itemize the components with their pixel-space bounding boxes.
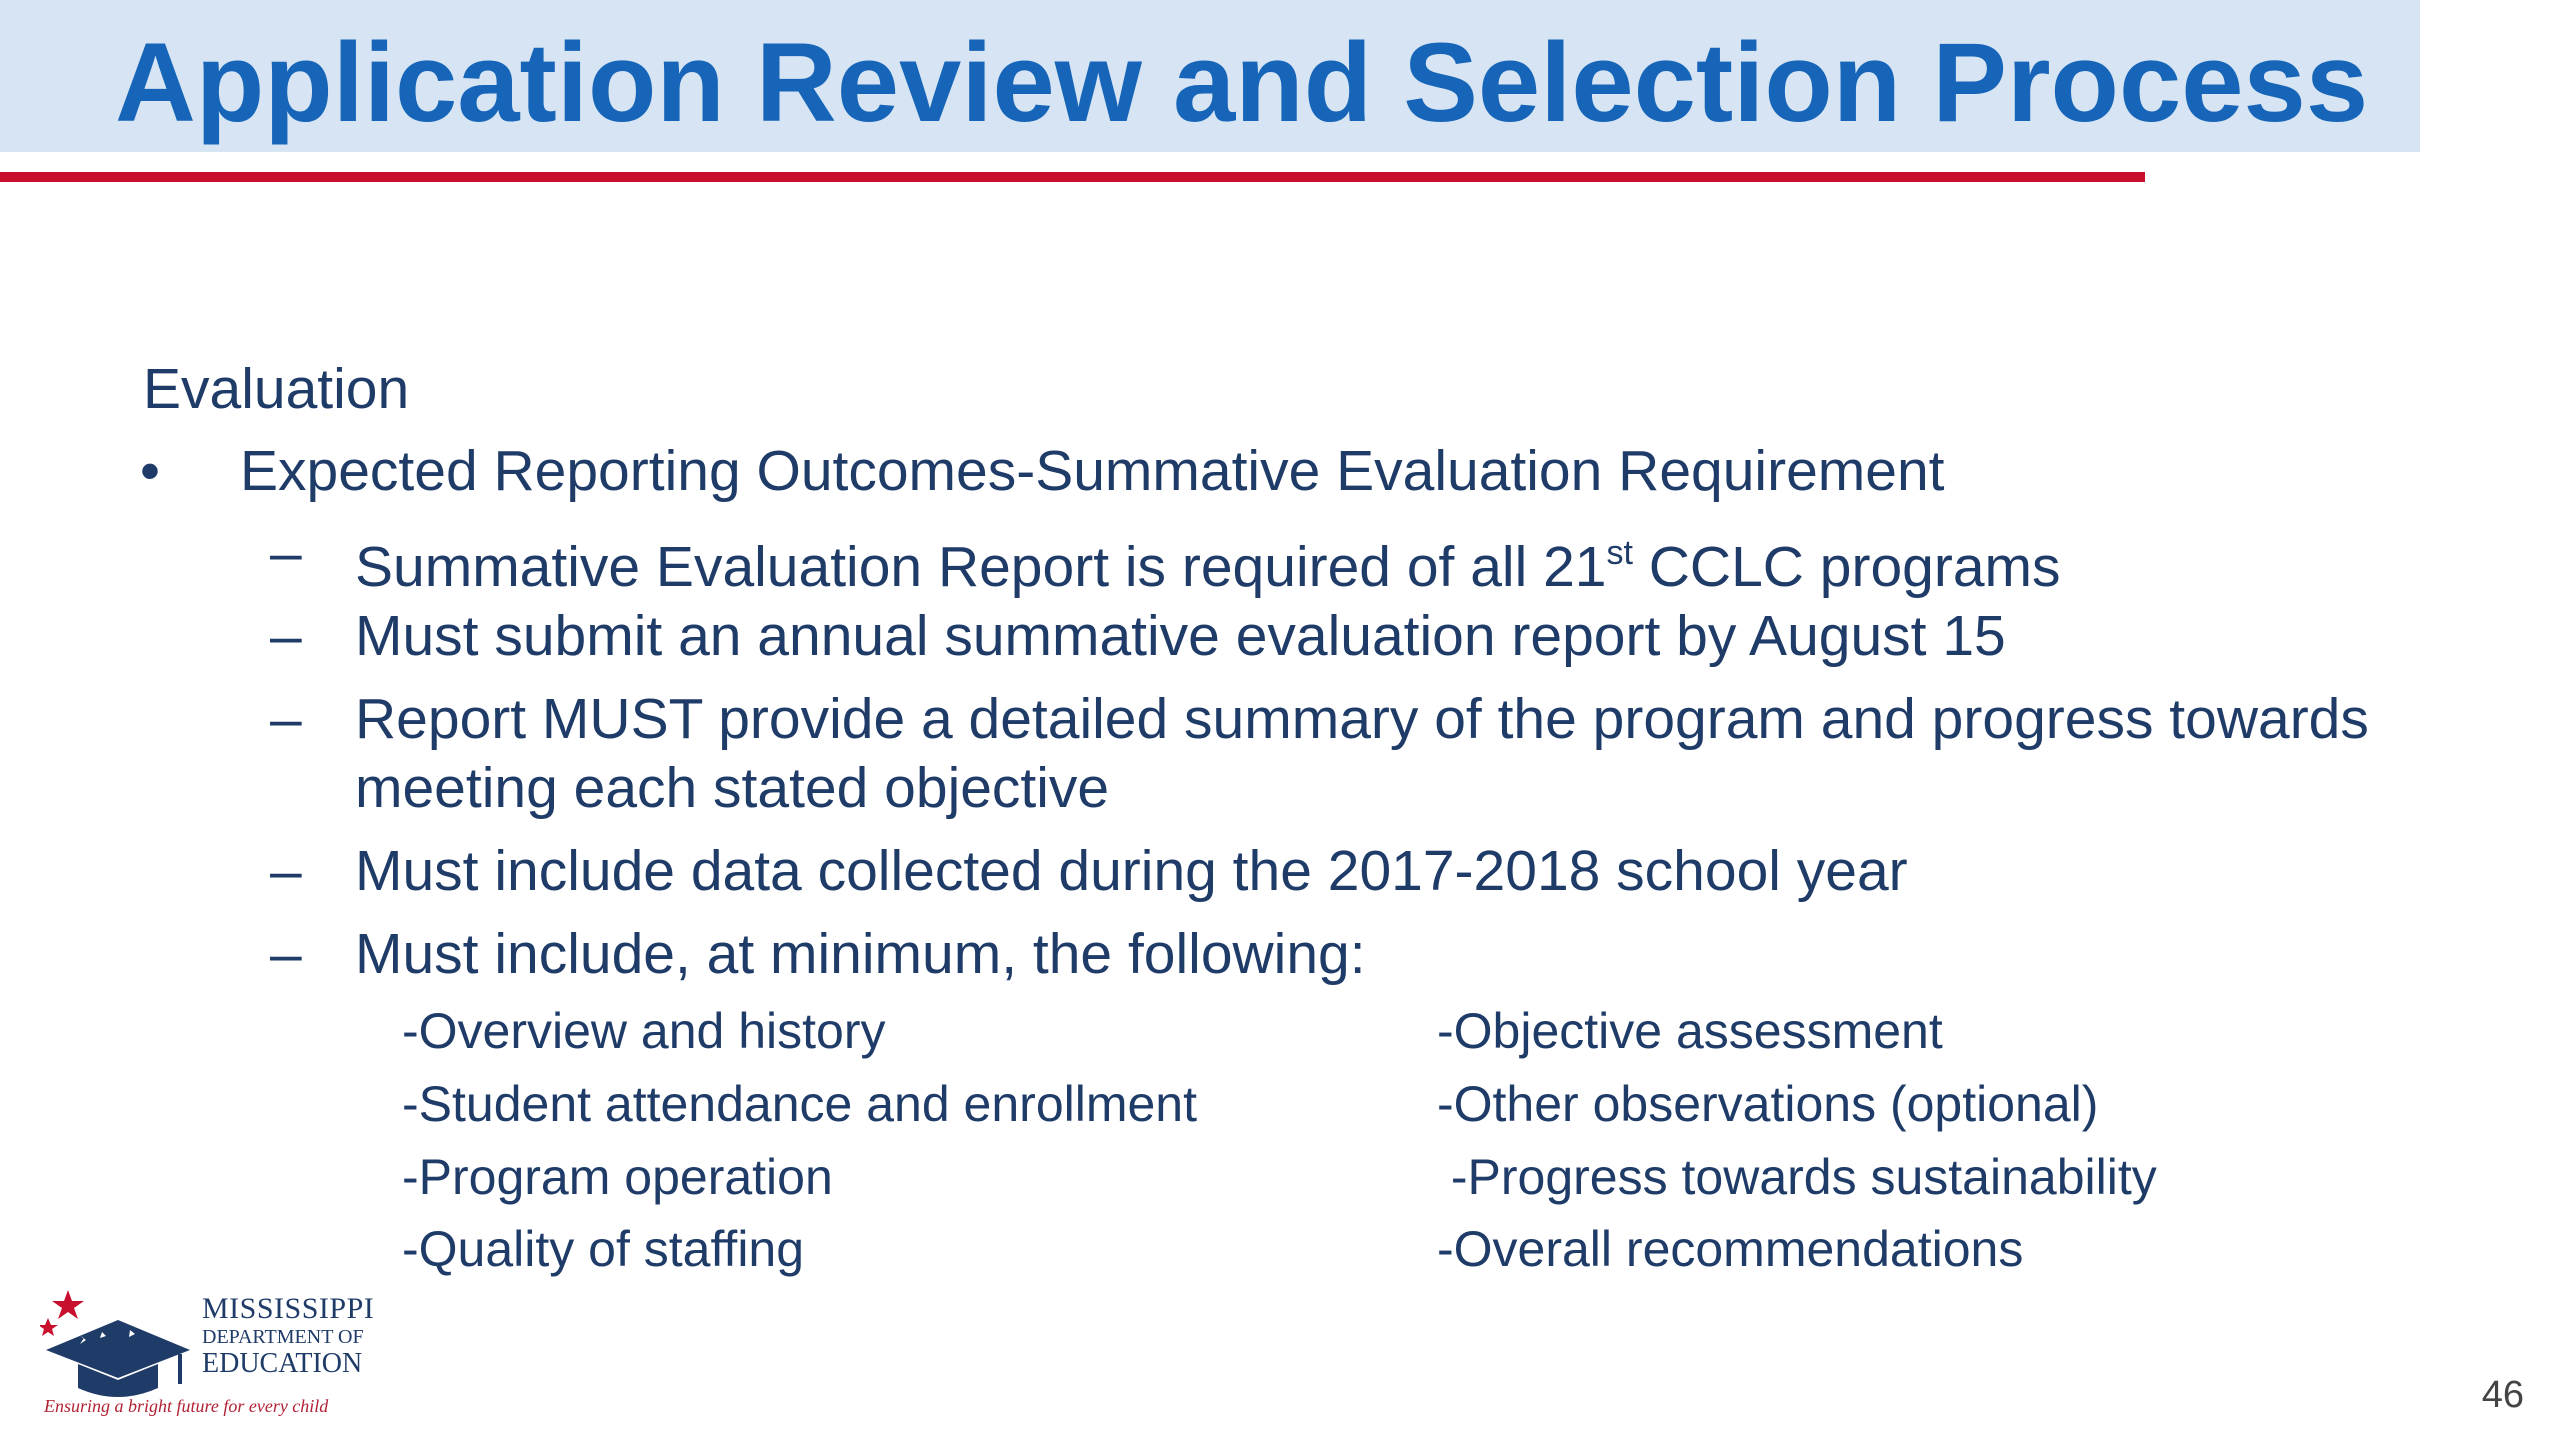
mde-logo [40, 1288, 375, 1420]
dash-marker: – [270, 922, 302, 986]
requirement-left-item: -Program operation [402, 1149, 833, 1205]
dash-marker: – [270, 839, 302, 903]
ordinal-superscript: st [1606, 534, 1633, 572]
page-number: 46 [2481, 1374, 2524, 1416]
subitem-summative-report-prefix: Summative Evaluation Report is required of all 21 [355, 535, 1607, 599]
subitem-summative-report [355, 520, 2061, 600]
requirement-right-item: -Progress towards sustainability [1437, 1149, 2157, 1205]
logo-line-3: EDUCATION [202, 1348, 363, 1379]
logo-line-2: DEPARTMENT OF [202, 1326, 364, 1348]
subitem-summative-report-suffix: CCLC programs [1632, 535, 2061, 599]
requirement-right-item: -Overall recommendations [1437, 1221, 2024, 1277]
dash-marker: – [270, 604, 302, 668]
graduation-cap-star-icon [40, 1288, 200, 1398]
section-heading: Evaluation [143, 357, 410, 421]
bullet-text: Expected Reporting Outcomes-Summative Evaluation Requirement [240, 439, 1945, 503]
requirement-right-item: -Objective assessment [1437, 1003, 1943, 1059]
bullet-marker: • [140, 439, 160, 503]
subitem-data-collected: Must include data collected during the 2017-2018 school year [355, 839, 1908, 903]
subitem-minimum-following: Must include, at minimum, the following: [355, 922, 1366, 986]
subitem-submit-report: Must submit an annual summative evaluation report by August 15 [355, 604, 2006, 668]
subitem-detailed-summary-line2: meeting each stated objective [355, 756, 1110, 820]
subitem-detailed-summary-line1: Report MUST provide a detailed summary of the program and progress towards [355, 687, 2369, 751]
requirement-left-item: -Overview and history [402, 1003, 886, 1059]
logo-tagline: Ensuring a bright future for every child [44, 1396, 329, 1416]
requirement-left-item: -Quality of staffing [402, 1221, 805, 1277]
requirement-left-item: -Student attendance and enrollment [402, 1076, 1197, 1132]
logo-line-1: MISSISSIPPI [202, 1292, 375, 1325]
dash-marker: – [270, 521, 302, 585]
requirement-right-item: -Other observations (optional) [1437, 1076, 2099, 1132]
dash-marker: – [270, 687, 302, 751]
slide-title: Application Review and Selection Process [115, 20, 2369, 145]
